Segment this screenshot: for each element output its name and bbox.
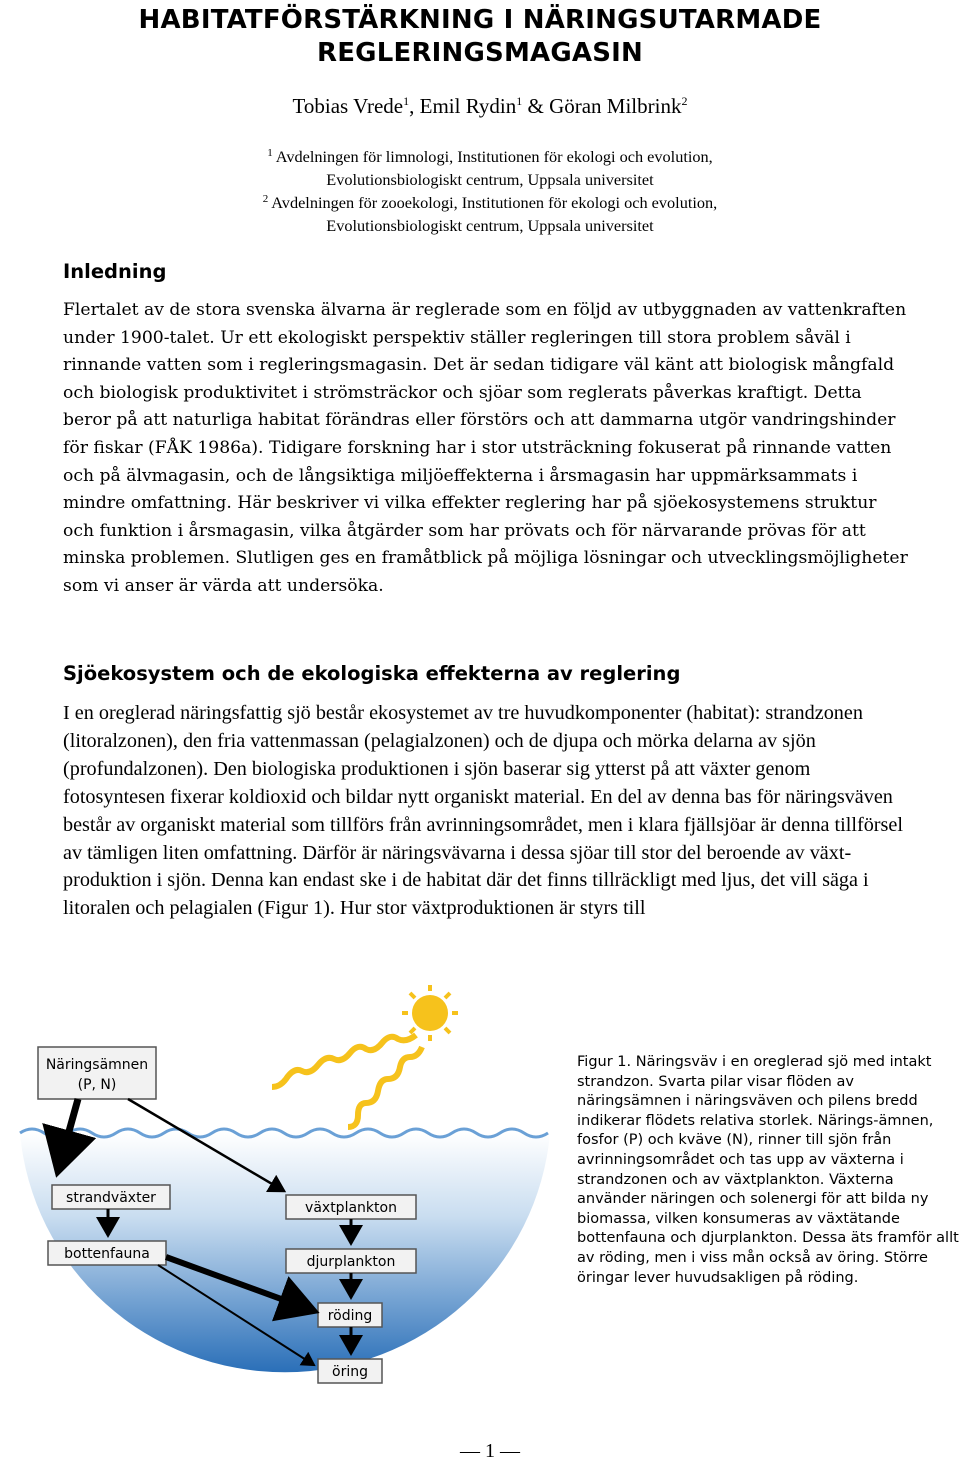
sun-icon [402, 985, 458, 1041]
affiliation-line [0, 191, 960, 214]
affiliation-line: Evolutionsbiologiskt centrum, Uppsala universitet [326, 170, 654, 189]
affiliation-text: Avdelningen för zooekologi, Institutionen för ekologi och evolution, [271, 193, 718, 212]
nutrients-subscript-label: (P, N) [77, 1077, 117, 1093]
affiliations [0, 145, 960, 237]
shore-plants-label: strandväxter [66, 1190, 156, 1206]
bottom-fauna-label: bottenfauna [64, 1246, 150, 1262]
author-affiliation-mark: 2 [681, 94, 688, 108]
phytoplankton-label: växtplankton [305, 1200, 397, 1216]
figure-caption: Figur 1. Näringsväv i en oreglerad sjö med intakt strandzon. Svarta pilar visar flöden av näringsämnen i näringsväven och pilens bredd indikerar flödets relativa storlek. Närings-ämnen, fosfor (P) och kväve (N), rinner till sjön från avrinningsområdet och tas upp av växterna i strandzonen och av växtplankton. Växterna använder näringen och solenergi för att bilda ny biomassa, vilken konsumeras av växtätande bottenfauna och djurplankton. Dessa äts framför allt av röding, men i viss mån också av öring. Större öringar lever huvudsakligen på röding. [577, 1054, 959, 1286]
affiliation-line [0, 145, 960, 168]
page-number: — 1 — [460, 1440, 520, 1462]
affiliation-number: 2 [262, 193, 269, 205]
introduction-paragraph: Flertalet av de stora svenska älvarna är reglerade som en följd av utbyggnaden av vattenkraften under 1900-talet. Ur ett ekologiskt perspektiv ställer regleringen till stora problem såväl i rinnande vatten som i regleringsmagasin. Det är sedan tidigare väl känt att biologisk mångfald och biologisk produktivitet i strömsträckor och sjöar som reglerats påverkas kraftigt. Detta beror på att naturliga habitat förändras eller förstörs och att dammarna utgör vandringshinder för fiskar (FÅK 1986a). Tidigare forskning har i stor utsträckning fokuserat på rinnande vatten och på älvmagasin, och de långsiktiga miljöeffekterna i årsmagasin har uppmärksammats i mindre omfattning. Här beskriver vi vilka effekter reglering har på sjöekosystemens struktur och funktion i årsmagasin, vilka åtgärder som har prövats och för närvarande prövas för att minska problemen. Slutligen ges en framåtblick på möjliga lösningar och utvecklingsmöjligheter som vi anser är värda att undersöka. [63, 300, 908, 596]
affiliation-number: 1 [267, 147, 273, 159]
author-affiliation-mark: 1 [516, 94, 523, 108]
section-heading-introduction: Inledning [63, 260, 167, 283]
nutrients-label: Näringsämnen [45, 1057, 149, 1073]
author-name: Tobias Vrede [292, 94, 404, 118]
author-list [0, 94, 960, 119]
affiliation-line: Evolutionsbiologiskt centrum, Uppsala universitet [326, 216, 654, 235]
food-web-diagram [18, 985, 558, 1415]
author-name: Emil Rydin [419, 94, 517, 118]
section-heading-ecosystem: Sjöekosystem och de ekologiska effekterna av reglering [63, 662, 681, 685]
author-separator: , [409, 94, 420, 118]
food-web-figure [18, 985, 558, 1415]
trout-label: öring [332, 1364, 368, 1380]
paper-title: HABITATFÖRSTÄRKNING I NÄRINGSUTARMADE REGLERINGSMAGASIN [138, 5, 822, 68]
affiliation-text: Avdelningen för limnologi, Institutionen för ekologi och evolution, [275, 147, 713, 166]
author-separator: & [522, 94, 550, 118]
author-affiliation-mark: 1 [403, 94, 410, 108]
sunlight-ray-icon [348, 1047, 422, 1127]
page-number-value: 1 [485, 1440, 495, 1462]
ecosystem-paragraph: I en oreglerad näringsfattig sjö består ekosystemet av tre huvudkomponenter (habitat): strandzonen (litoralzonen), den fria vattenmassan (pelagialzonen) och de djupa och mörka delarna av sjön (profundalzonen). Den biologiska produktionen i sjön baserar sig ytterst på att växter genom fotosyntesen fixerar koldioxid och bildar nytt organiskt material. En del av denna bas för näringsväven består av organiskt material som tillförs från avrinningsområdet, men i klara fjällsjöar är denna tillförsel av tämligen liten omfattning. Därför är näringsvävarna i dessa sjöar till stor del beroende av växt-produktion i sjön. Denna kan endast ske i de habitat där det finns tillräckligt med ljus, det vill säga i litoralen och pelagialen (Figur 1). Hur stor växtproduktionen är styrs till [63, 702, 903, 920]
zooplankton-label: djurplankton [306, 1254, 396, 1270]
char-label: röding [327, 1308, 373, 1324]
author-name: Göran Milbrink [549, 94, 682, 118]
